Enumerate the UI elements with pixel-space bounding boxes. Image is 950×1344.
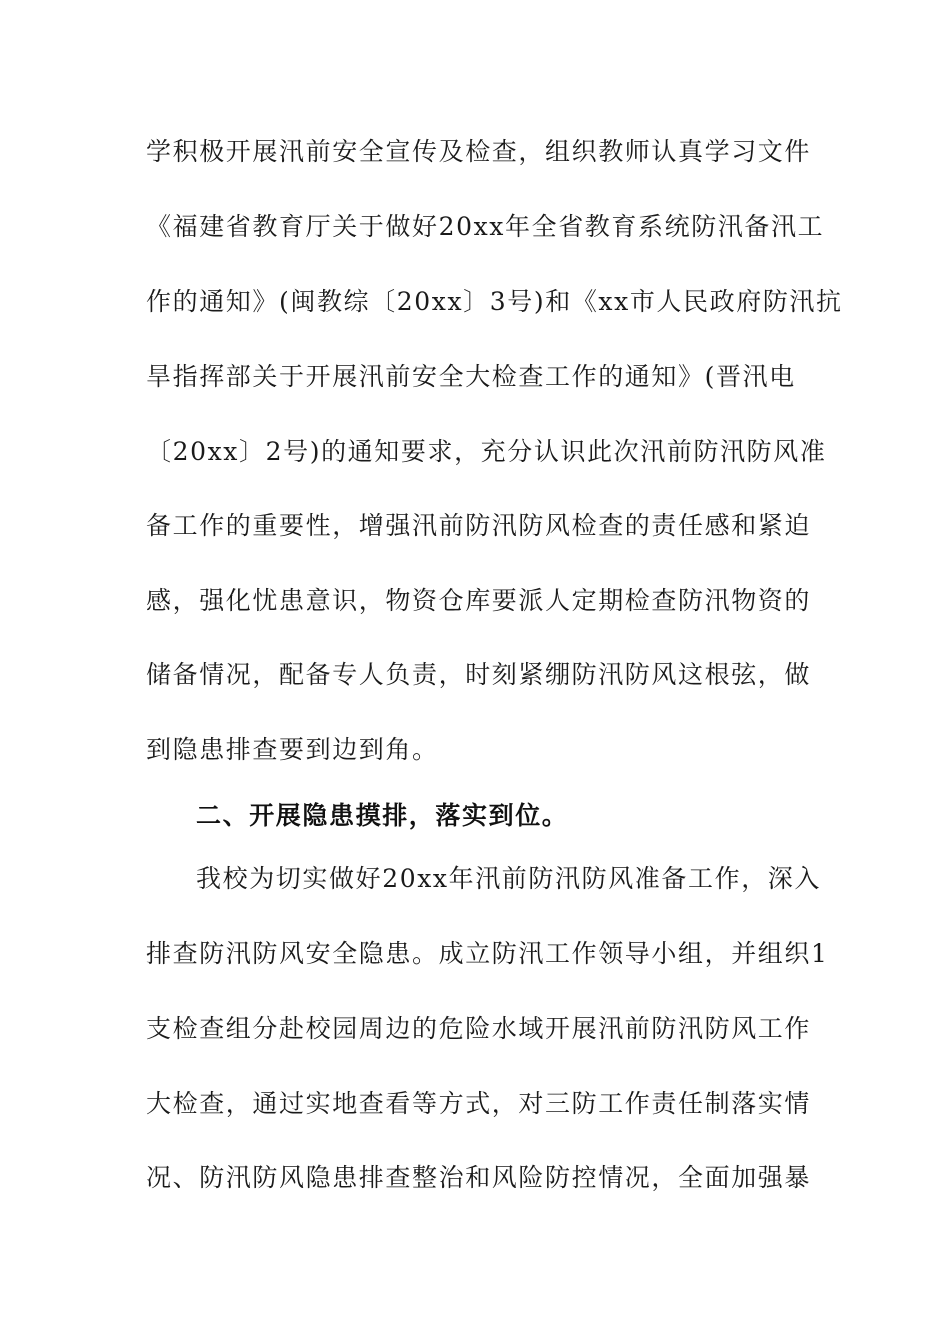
paragraph-line: 我校为切实做好20xx年汛前防汛防风准备工作，深入 xyxy=(196,864,822,893)
paragraph-line: 大检查，通过实地查看等方式，对三防工作责任制落实情 xyxy=(146,1089,812,1118)
paragraph-line: 支检查组分赴校园周边的危险水域开展汛前防汛防风工作 xyxy=(146,1014,812,1043)
paragraph-line: 作的通知》(闽教综〔20xx〕3号)和《xx市人民政府防汛抗 xyxy=(146,287,843,316)
paragraph-line: 感，强化忧患意识，物资仓库要派人定期检查防汛物资的 xyxy=(146,586,812,615)
paragraph-line: 到隐患排查要到边到角。 xyxy=(146,735,439,764)
section-heading: 二、开展隐患摸排，落实到位。 xyxy=(196,801,569,830)
paragraph-line: 旱指挥部关于开展汛前安全大检查工作的通知》(晋汛电 xyxy=(146,362,796,391)
paragraph-line: 〔20xx〕2号)的通知要求，充分认识此次汛前防汛防风准 xyxy=(146,437,827,466)
paragraph-line: 学积极开展汛前安全宣传及检查，组织教师认真学习文件 xyxy=(146,137,812,166)
paragraph-line: 况、防汛防风隐患排查整治和风险防控情况，全面加强暴 xyxy=(146,1163,812,1192)
paragraph-line: 《福建省教育厅关于做好20xx年全省教育系统防汛备汛工 xyxy=(146,212,825,241)
paragraph-line: 备工作的重要性，增强汛前防汛防风检查的责任感和紧迫 xyxy=(146,511,812,540)
paragraph-line: 储备情况，配备专人负责，时刻紧绷防汛防风这根弦，做 xyxy=(146,660,812,689)
paragraph-line: 排查防汛防风安全隐患。成立防汛工作领导小组，并组织1 xyxy=(146,939,829,968)
